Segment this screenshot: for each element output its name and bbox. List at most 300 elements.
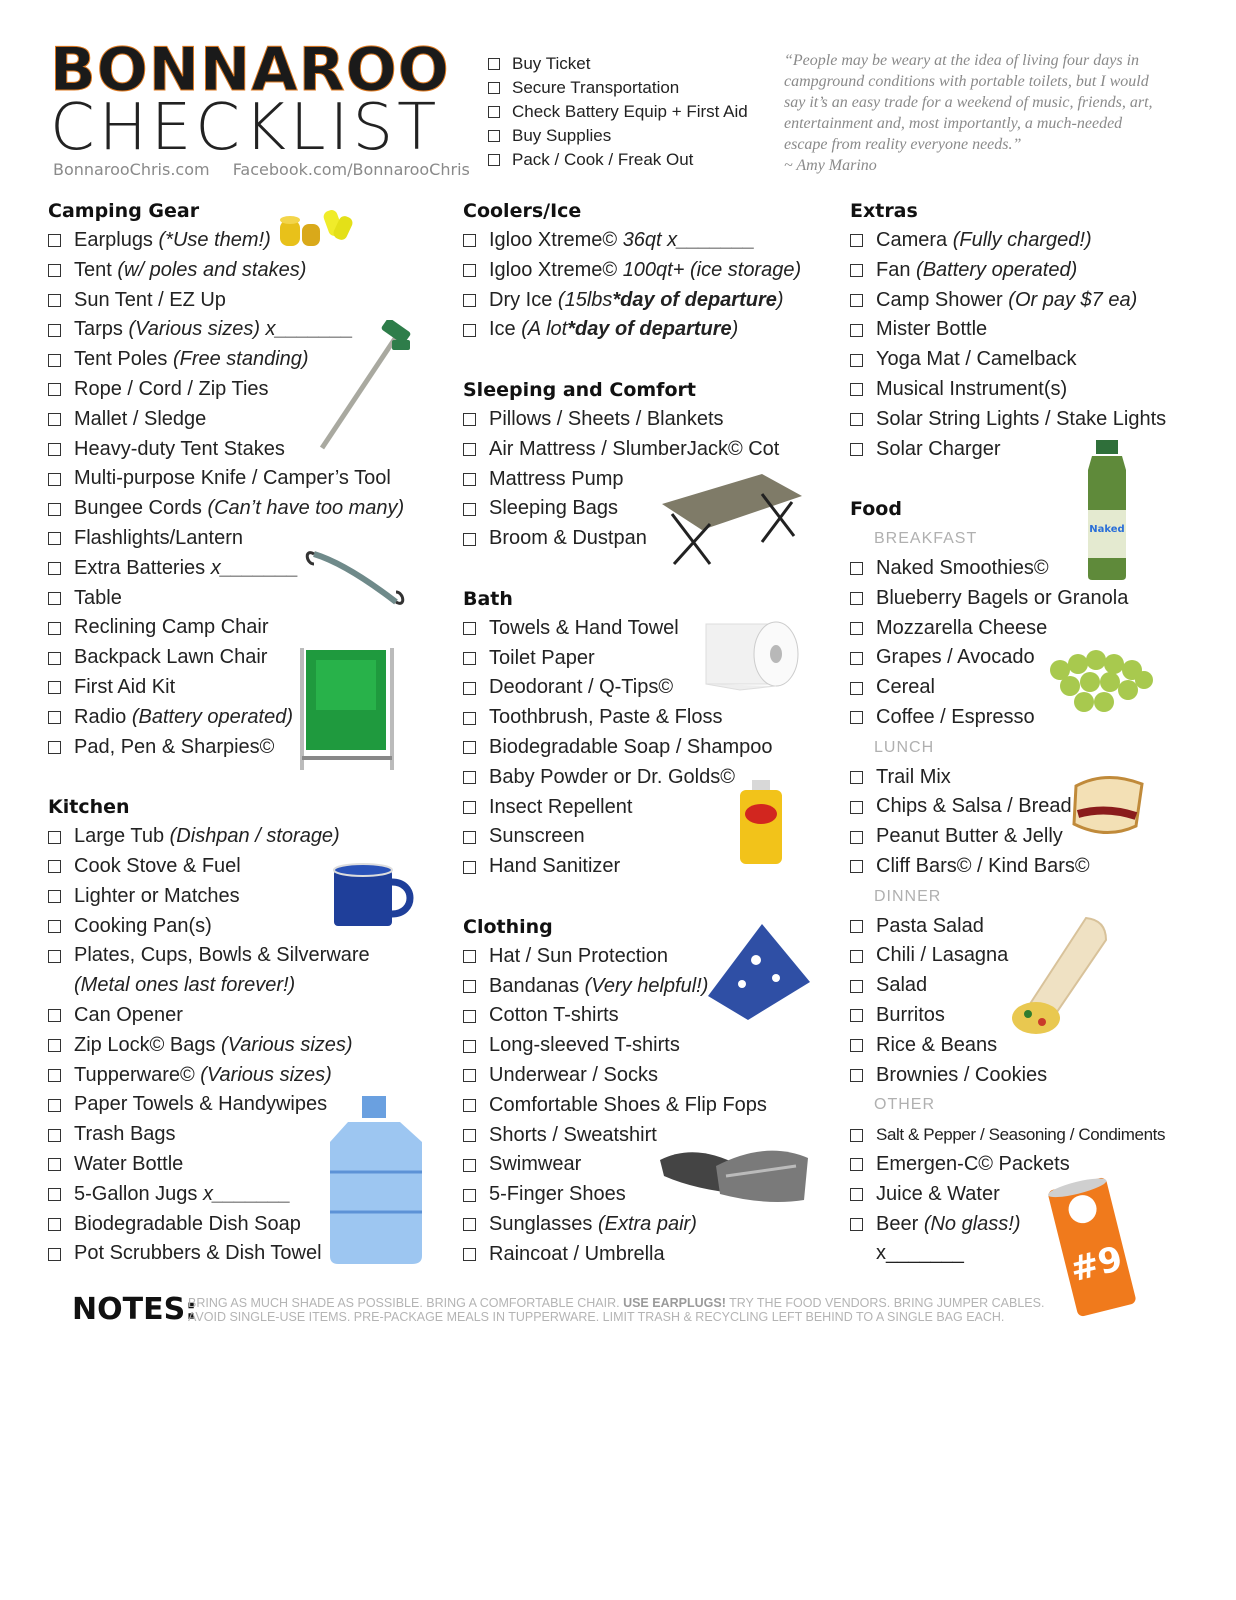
item-label: Solar Charger [876, 437, 1001, 460]
beer-can-icon [1044, 1176, 1140, 1318]
checkbox[interactable] [463, 533, 476, 546]
item-label: Table [74, 586, 122, 609]
checkbox[interactable] [463, 1099, 476, 1112]
item-label: Deodorant / Q-Tips© [489, 676, 674, 699]
item-label: Naked Smoothies© [876, 556, 1049, 579]
item-label: First Aid Kit [74, 675, 176, 698]
meal-label-lunch: LUNCH [874, 738, 935, 756]
list-item-continuation: (Metal ones last forever!) [74, 974, 296, 997]
list-item [850, 1061, 1166, 1091]
checkbox[interactable] [850, 652, 863, 665]
list-item [48, 1031, 404, 1061]
item-label: Paper Towels & Handywipes [74, 1093, 328, 1116]
item-note-tail: ) [776, 288, 784, 311]
quote-block [784, 50, 1169, 176]
checkbox[interactable] [850, 682, 863, 695]
checkbox[interactable] [463, 1069, 476, 1082]
checkbox[interactable] [48, 532, 61, 545]
list-item [850, 614, 1166, 644]
checkbox[interactable] [48, 383, 61, 396]
item-label: Ice [489, 318, 516, 341]
item-label: Radio [74, 705, 127, 728]
checkbox[interactable] [850, 801, 863, 814]
checkbox[interactable] [48, 1099, 61, 1112]
list-item [463, 1061, 801, 1091]
item-label: Dry Ice [489, 288, 553, 311]
checkbox[interactable] [850, 950, 863, 963]
notes-line1-c: TRY THE FOOD VENDORS. BRING JUMPER CABLES. [725, 1296, 1045, 1310]
section-title-coolers: Coolers/Ice [463, 200, 582, 222]
item-label: Bungee Cords [74, 497, 202, 520]
item-label: 5-Finger Shoes [489, 1183, 626, 1206]
item-label: Baby Powder or Dr. Golds© [489, 765, 735, 788]
list-item [463, 286, 801, 316]
checkbox[interactable] [48, 652, 61, 665]
checkbox[interactable] [850, 1039, 863, 1052]
checkbox[interactable] [463, 413, 476, 426]
item-note: (Fully charged!) [952, 229, 1092, 251]
item-label: Cook Stove & Fuel [74, 854, 241, 877]
list-item [48, 464, 404, 494]
item-note: x_______ [210, 556, 299, 579]
item-note: (Extra pair) [597, 1212, 697, 1235]
checkbox[interactable] [48, 860, 61, 873]
quote-author: ~ Amy Marino [784, 157, 877, 174]
item-label: Reclining Camp Chair [74, 616, 269, 639]
title-bonnaroo: BONNAROO [50, 35, 450, 105]
checkbox[interactable] [850, 771, 863, 784]
checkbox[interactable] [48, 443, 61, 456]
list-item [850, 286, 1166, 316]
checkbox[interactable] [48, 1188, 61, 1201]
checkbox[interactable] [850, 1218, 863, 1231]
notes-title: NOTES: [72, 1292, 198, 1327]
item-label: Coffee / Espresso [876, 705, 1035, 728]
list-item [48, 1061, 404, 1091]
checkbox[interactable] [463, 652, 476, 665]
notes-line1-a: BRING AS MUCH SHADE AS POSSIBLE. BRING A COMFORTABLE CHAIR. [188, 1296, 624, 1310]
item-label: Musical Instrument(s) [876, 377, 1068, 400]
item-label: Sunglasses [489, 1212, 593, 1235]
item-note: (Can’t have too many) [207, 497, 405, 520]
bungee-cord-icon [300, 542, 410, 612]
item-label: Toilet Paper [489, 646, 595, 669]
meal-label-dinner: DINNER [874, 887, 942, 905]
top-checklist-item [488, 52, 748, 76]
checkbox[interactable] [463, 1129, 476, 1142]
checkbox[interactable] [48, 1009, 61, 1022]
list-item [850, 405, 1166, 435]
checkbox[interactable] [48, 1158, 61, 1171]
item-label: Yoga Mat / Camelback [876, 348, 1077, 371]
notes-line1-b: USE EARPLUGS! [623, 1296, 726, 1310]
checkbox[interactable] [463, 234, 476, 247]
item-label: Brownies / Cookies [876, 1063, 1048, 1086]
item-label: Underwear / Socks [489, 1063, 658, 1086]
item-note: (Free standing) [172, 348, 309, 371]
list-item [463, 405, 801, 435]
checkbox[interactable] [48, 592, 61, 605]
list-item [850, 1120, 1166, 1150]
item-label: Igloo Xtreme© [489, 229, 618, 251]
site-link[interactable]: BonnarooChris.com [53, 160, 210, 179]
item-label: Rope / Cord / Zip Ties [74, 377, 269, 400]
list-item [850, 256, 1166, 286]
checkbox[interactable] [850, 354, 863, 367]
item-label: Long-sleeved T-shirts [489, 1034, 680, 1057]
item-label: 5-Gallon Jugs [74, 1182, 198, 1205]
item-label: Large Tub [74, 825, 165, 848]
list-item [463, 733, 801, 763]
item-label: Chips & Salsa / Bread [876, 795, 1072, 818]
section-title-extras: Extras [850, 200, 918, 222]
item-label: Sunscreen [489, 825, 585, 848]
item-label: Check Battery Equip + First Aid [512, 102, 748, 121]
checkbox[interactable] [48, 354, 61, 367]
item-note-tail: ) [731, 318, 739, 341]
list-item [463, 1210, 801, 1240]
item-label: Tent [74, 258, 112, 281]
item-label: Pad, Pen & Sharpies© [74, 735, 275, 758]
checkbox[interactable] [48, 622, 61, 635]
list-item [463, 226, 801, 256]
checkbox[interactable] [48, 1248, 61, 1261]
list-item [850, 226, 1166, 256]
item-label: Insect Repellent [489, 795, 633, 818]
item-label: Trash Bags [74, 1123, 176, 1146]
item-label: Grapes / Avocado [876, 646, 1035, 669]
earplugs-icon [272, 206, 358, 250]
item-note-strong: *day of departure [612, 288, 777, 311]
checkbox[interactable] [463, 1040, 476, 1053]
smoothie-brand-label: Naked [1089, 524, 1125, 535]
item-label: Hand Sanitizer [489, 855, 621, 878]
checkbox[interactable] [850, 264, 863, 277]
item-label: Igloo Xtreme© [489, 258, 618, 281]
item-label: Juice & Water [876, 1182, 1000, 1205]
checkbox[interactable] [463, 1218, 476, 1231]
checkbox[interactable] [463, 682, 476, 695]
backpack-chair-icon [288, 640, 408, 780]
item-label: Pasta Salad [876, 914, 984, 937]
checkbox[interactable] [48, 950, 61, 963]
item-note: (Or pay $7 ea) [1008, 288, 1138, 311]
checkbox[interactable] [850, 413, 863, 426]
item-note: (Battery operated) [131, 705, 294, 728]
item-label: Lighter or Matches [74, 884, 240, 907]
item-label: Emergen-C© Packets [876, 1152, 1070, 1175]
item-note: (15lbs [557, 288, 613, 311]
checkbox[interactable] [463, 1159, 476, 1172]
item-label: Peanut Butter & Jelly [876, 825, 1063, 848]
checkbox[interactable] [463, 503, 476, 516]
item-note-strong: *day of departure [567, 318, 732, 341]
quantity-blank[interactable]: x_______ [876, 1242, 964, 1265]
list-item [463, 1031, 801, 1061]
list-item [463, 703, 801, 733]
item-note: (Various sizes) [221, 1033, 353, 1056]
checkbox[interactable] [48, 711, 61, 724]
item-label: Beer [876, 1212, 919, 1235]
section-title-food: Food [850, 498, 902, 521]
checkbox[interactable] [850, 324, 863, 337]
item-label: Sun Tent / EZ Up [74, 288, 226, 311]
checkbox[interactable] [488, 106, 500, 118]
meal-label-breakfast: BREAKFAST [874, 530, 978, 548]
checkbox[interactable] [463, 443, 476, 456]
item-label: Tarps [74, 318, 123, 341]
item-note: (Very helpful!) [584, 974, 709, 997]
quote-text: “People may be weary at the idea of living four days in campground conditions with portable toilets, but I would say it’s an easy trade for a weekend of music, friends, art, entertainment and, most importantly, a much-needed escape from reality everyone needs.” [784, 52, 1153, 153]
checkbox[interactable] [850, 1129, 863, 1142]
checkbox[interactable] [48, 1039, 61, 1052]
list-item [463, 435, 801, 465]
bandana-icon [702, 920, 814, 1026]
item-label: Camera [876, 229, 948, 251]
checkbox[interactable] [48, 681, 61, 694]
item-note: (w/ poles and stakes) [117, 258, 307, 281]
column-middle [463, 196, 801, 1270]
checkbox[interactable] [48, 503, 61, 516]
checkbox[interactable] [850, 860, 863, 873]
checkbox[interactable] [48, 473, 61, 486]
tent-stake-icon [300, 320, 420, 460]
checkbox[interactable] [48, 1218, 61, 1231]
item-label: Tent Poles [74, 348, 168, 371]
item-label: Biodegradable Soap / Shampoo [489, 735, 773, 758]
checkbox[interactable] [463, 771, 476, 784]
grapes-icon [1040, 640, 1156, 720]
checkbox[interactable] [48, 831, 61, 844]
checkbox[interactable] [850, 831, 863, 844]
checkbox[interactable] [850, 383, 863, 396]
title-checklist: CHECKLIST [50, 91, 441, 165]
item-label: Multi-purpose Knife / Camper’s Tool [74, 467, 391, 490]
item-label: Camp Shower [876, 288, 1003, 311]
checkbox[interactable] [463, 950, 476, 963]
item-label: Flashlights/Lantern [74, 526, 243, 549]
item-label: Earplugs [74, 229, 153, 251]
checkbox[interactable] [463, 861, 476, 874]
item-label: Water Bottle [74, 1152, 184, 1175]
item-note: (Various sizes) [200, 1063, 332, 1086]
item-label: Sleeping Bags [489, 497, 618, 520]
item-label: Can Opener [74, 1003, 183, 1026]
five-finger-shoes-icon [656, 1136, 812, 1212]
item-label: Extra Batteries [74, 556, 206, 579]
top-checklist-item [488, 100, 748, 124]
checkbox[interactable] [463, 1010, 476, 1023]
extras-list [850, 226, 1166, 464]
pbj-sandwich-icon [1066, 766, 1150, 842]
checkbox[interactable] [850, 1158, 863, 1171]
list-item [850, 584, 1166, 614]
item-label: Salad [876, 974, 928, 997]
subtitle-links [53, 160, 486, 179]
item-label: Heavy-duty Tent Stakes [74, 437, 285, 460]
list-item [48, 613, 404, 643]
item-label: Pillows / Sheets / Blankets [489, 407, 724, 430]
item-label: Toothbrush, Paste & Floss [489, 706, 723, 729]
list-item [463, 1240, 801, 1270]
top-checklist-item [488, 148, 748, 172]
checkbox[interactable] [463, 324, 476, 337]
naked-smoothie-icon [1084, 440, 1130, 582]
item-label: Mattress Pump [489, 467, 624, 490]
water-jug-icon [326, 1092, 450, 1268]
item-note: 100qt+ (ice storage) [622, 258, 802, 281]
notes-line2: AVOID SINGLE-USE ITEMS. PRE-PACKAGE MEALS IN TUPPERWARE. LIMIT TRASH & RECYCLING LEFT BEHIND TO A SINGLE BAG EACH. [188, 1310, 1005, 1324]
section-title-kitchen: Kitchen [48, 796, 130, 819]
checkbox[interactable] [463, 741, 476, 754]
checkbox[interactable] [463, 801, 476, 814]
item-label: Rice & Beans [876, 1033, 998, 1056]
burrito-icon [1006, 910, 1112, 1038]
item-label: Buy Ticket [512, 54, 591, 73]
top-checklist [488, 52, 748, 172]
item-label: Chili / Lasagna [876, 944, 1009, 967]
meal-label-other: OTHER [874, 1096, 935, 1114]
section-title-clothing: Clothing [463, 915, 553, 938]
column-right [850, 196, 1166, 1269]
checkbox[interactable] [48, 264, 61, 277]
item-note: (No glass!) [923, 1212, 1021, 1235]
checkbox[interactable] [463, 473, 476, 486]
checkbox[interactable] [488, 82, 500, 94]
item-label: Cooking Pan(s) [74, 914, 212, 937]
notes-text [188, 1296, 1044, 1324]
item-label: Zip Lock© Bags [74, 1033, 216, 1056]
list-item [850, 345, 1166, 375]
item-label: Hat / Sun Protection [489, 944, 668, 967]
checkbox[interactable] [48, 920, 61, 933]
item-label: Fan [876, 258, 911, 281]
item-label: Plates, Cups, Bowls & Silverware [74, 944, 370, 967]
checkbox[interactable] [48, 413, 61, 426]
checkbox[interactable] [850, 920, 863, 933]
top-checklist-item [488, 124, 748, 148]
checkbox[interactable] [850, 443, 863, 456]
section-title-sleeping: Sleeping and Comfort [463, 378, 696, 401]
checkbox[interactable] [850, 294, 863, 307]
item-label: Solar String Lights / Stake Lights [876, 407, 1167, 430]
item-label: Pot Scrubbers & Dish Towel [74, 1242, 322, 1265]
checkbox[interactable] [488, 130, 500, 142]
item-note: x_______ [202, 1182, 291, 1205]
checkbox[interactable] [850, 562, 863, 575]
checkbox[interactable] [48, 1069, 61, 1082]
checkbox[interactable] [850, 622, 863, 635]
checkbox[interactable] [463, 1248, 476, 1261]
checkbox[interactable] [488, 58, 500, 70]
checkbox[interactable] [463, 831, 476, 844]
toilet-paper-icon [700, 610, 804, 694]
item-note: (Battery operated) [916, 258, 1078, 281]
item-note: (Dishpan / storage) [169, 825, 340, 848]
section-title-bath: Bath [463, 587, 513, 610]
checkbox[interactable] [463, 1189, 476, 1202]
item-label: Mozzarella Cheese [876, 616, 1048, 639]
list-item [850, 852, 1166, 882]
item-note: (Various sizes) x_______ [128, 318, 354, 341]
checkbox[interactable] [850, 980, 863, 993]
cot-icon [652, 464, 808, 574]
list-item [850, 315, 1166, 345]
item-label: Cereal [876, 676, 935, 699]
section-title-camping-gear: Camping Gear [48, 200, 200, 222]
item-label: Raincoat / Umbrella [489, 1242, 665, 1265]
checkbox[interactable] [463, 294, 476, 307]
beer-can-label: #9 [1066, 1238, 1127, 1291]
checkbox[interactable] [48, 234, 61, 247]
item-label: Cliff Bars© / Kind Bars© [876, 854, 1090, 877]
item-note: (A lot [521, 318, 568, 341]
checkbox[interactable] [850, 1069, 863, 1082]
checkbox[interactable] [48, 324, 61, 337]
checkbox[interactable] [850, 234, 863, 247]
item-label: Pack / Cook / Freak Out [512, 150, 694, 169]
item-label: Cotton T-shirts [489, 1004, 619, 1027]
item-label: Comfortable Shoes & Flip Fops [489, 1093, 767, 1116]
item-label: Buy Supplies [512, 126, 612, 145]
checkbox[interactable] [463, 264, 476, 277]
checkbox[interactable] [488, 154, 500, 166]
checkbox[interactable] [850, 1188, 863, 1201]
checkbox[interactable] [48, 1129, 61, 1142]
item-label: Tupperware© [74, 1063, 195, 1086]
item-label: Mister Bottle [876, 318, 988, 341]
item-label: Broom & Dustpan [489, 527, 647, 550]
list-item [463, 256, 801, 286]
list-item [48, 822, 404, 852]
checkbox[interactable] [463, 712, 476, 725]
list-item [48, 256, 404, 286]
item-label: Shorts / Sweatshirt [489, 1123, 657, 1146]
checkbox[interactable] [48, 741, 61, 754]
checkbox[interactable] [48, 562, 61, 575]
item-label: Bandanas [489, 974, 580, 997]
checkbox[interactable] [850, 592, 863, 605]
checkbox[interactable] [850, 711, 863, 724]
item-label: Towels & Hand Towel [489, 616, 679, 639]
enamel-mug-icon [330, 862, 420, 932]
item-label: Blueberry Bagels or Granola [876, 586, 1129, 609]
item-label: Secure Transportation [512, 78, 680, 97]
item-label: Backpack Lawn Chair [74, 646, 268, 669]
item-note: (*Use them!) [158, 229, 271, 251]
item-label: Burritos [876, 1003, 945, 1026]
top-checklist-item [488, 76, 748, 100]
item-label: Biodegradable Dish Soap [74, 1212, 301, 1235]
item-label: Mallet / Sledge [74, 407, 207, 430]
checkbox[interactable] [48, 294, 61, 307]
item-label: Trail Mix [876, 765, 951, 788]
checkbox[interactable] [463, 622, 476, 635]
baby-powder-icon [736, 778, 786, 866]
list-item [850, 375, 1166, 405]
checkbox[interactable] [463, 980, 476, 993]
list-item [48, 494, 404, 524]
item-label: Salt & Pepper / Seasoning / Condiments [876, 1125, 1166, 1145]
facebook-link[interactable]: Facebook.com/BonnarooChris [232, 160, 470, 179]
list-item [48, 1001, 404, 1031]
list-item [48, 941, 404, 971]
checkbox[interactable] [48, 890, 61, 903]
checkbox[interactable] [850, 1009, 863, 1022]
list-item [48, 286, 404, 316]
item-label: Swimwear [489, 1153, 582, 1176]
item-label: Air Mattress / SlumberJack© Cot [489, 437, 780, 460]
